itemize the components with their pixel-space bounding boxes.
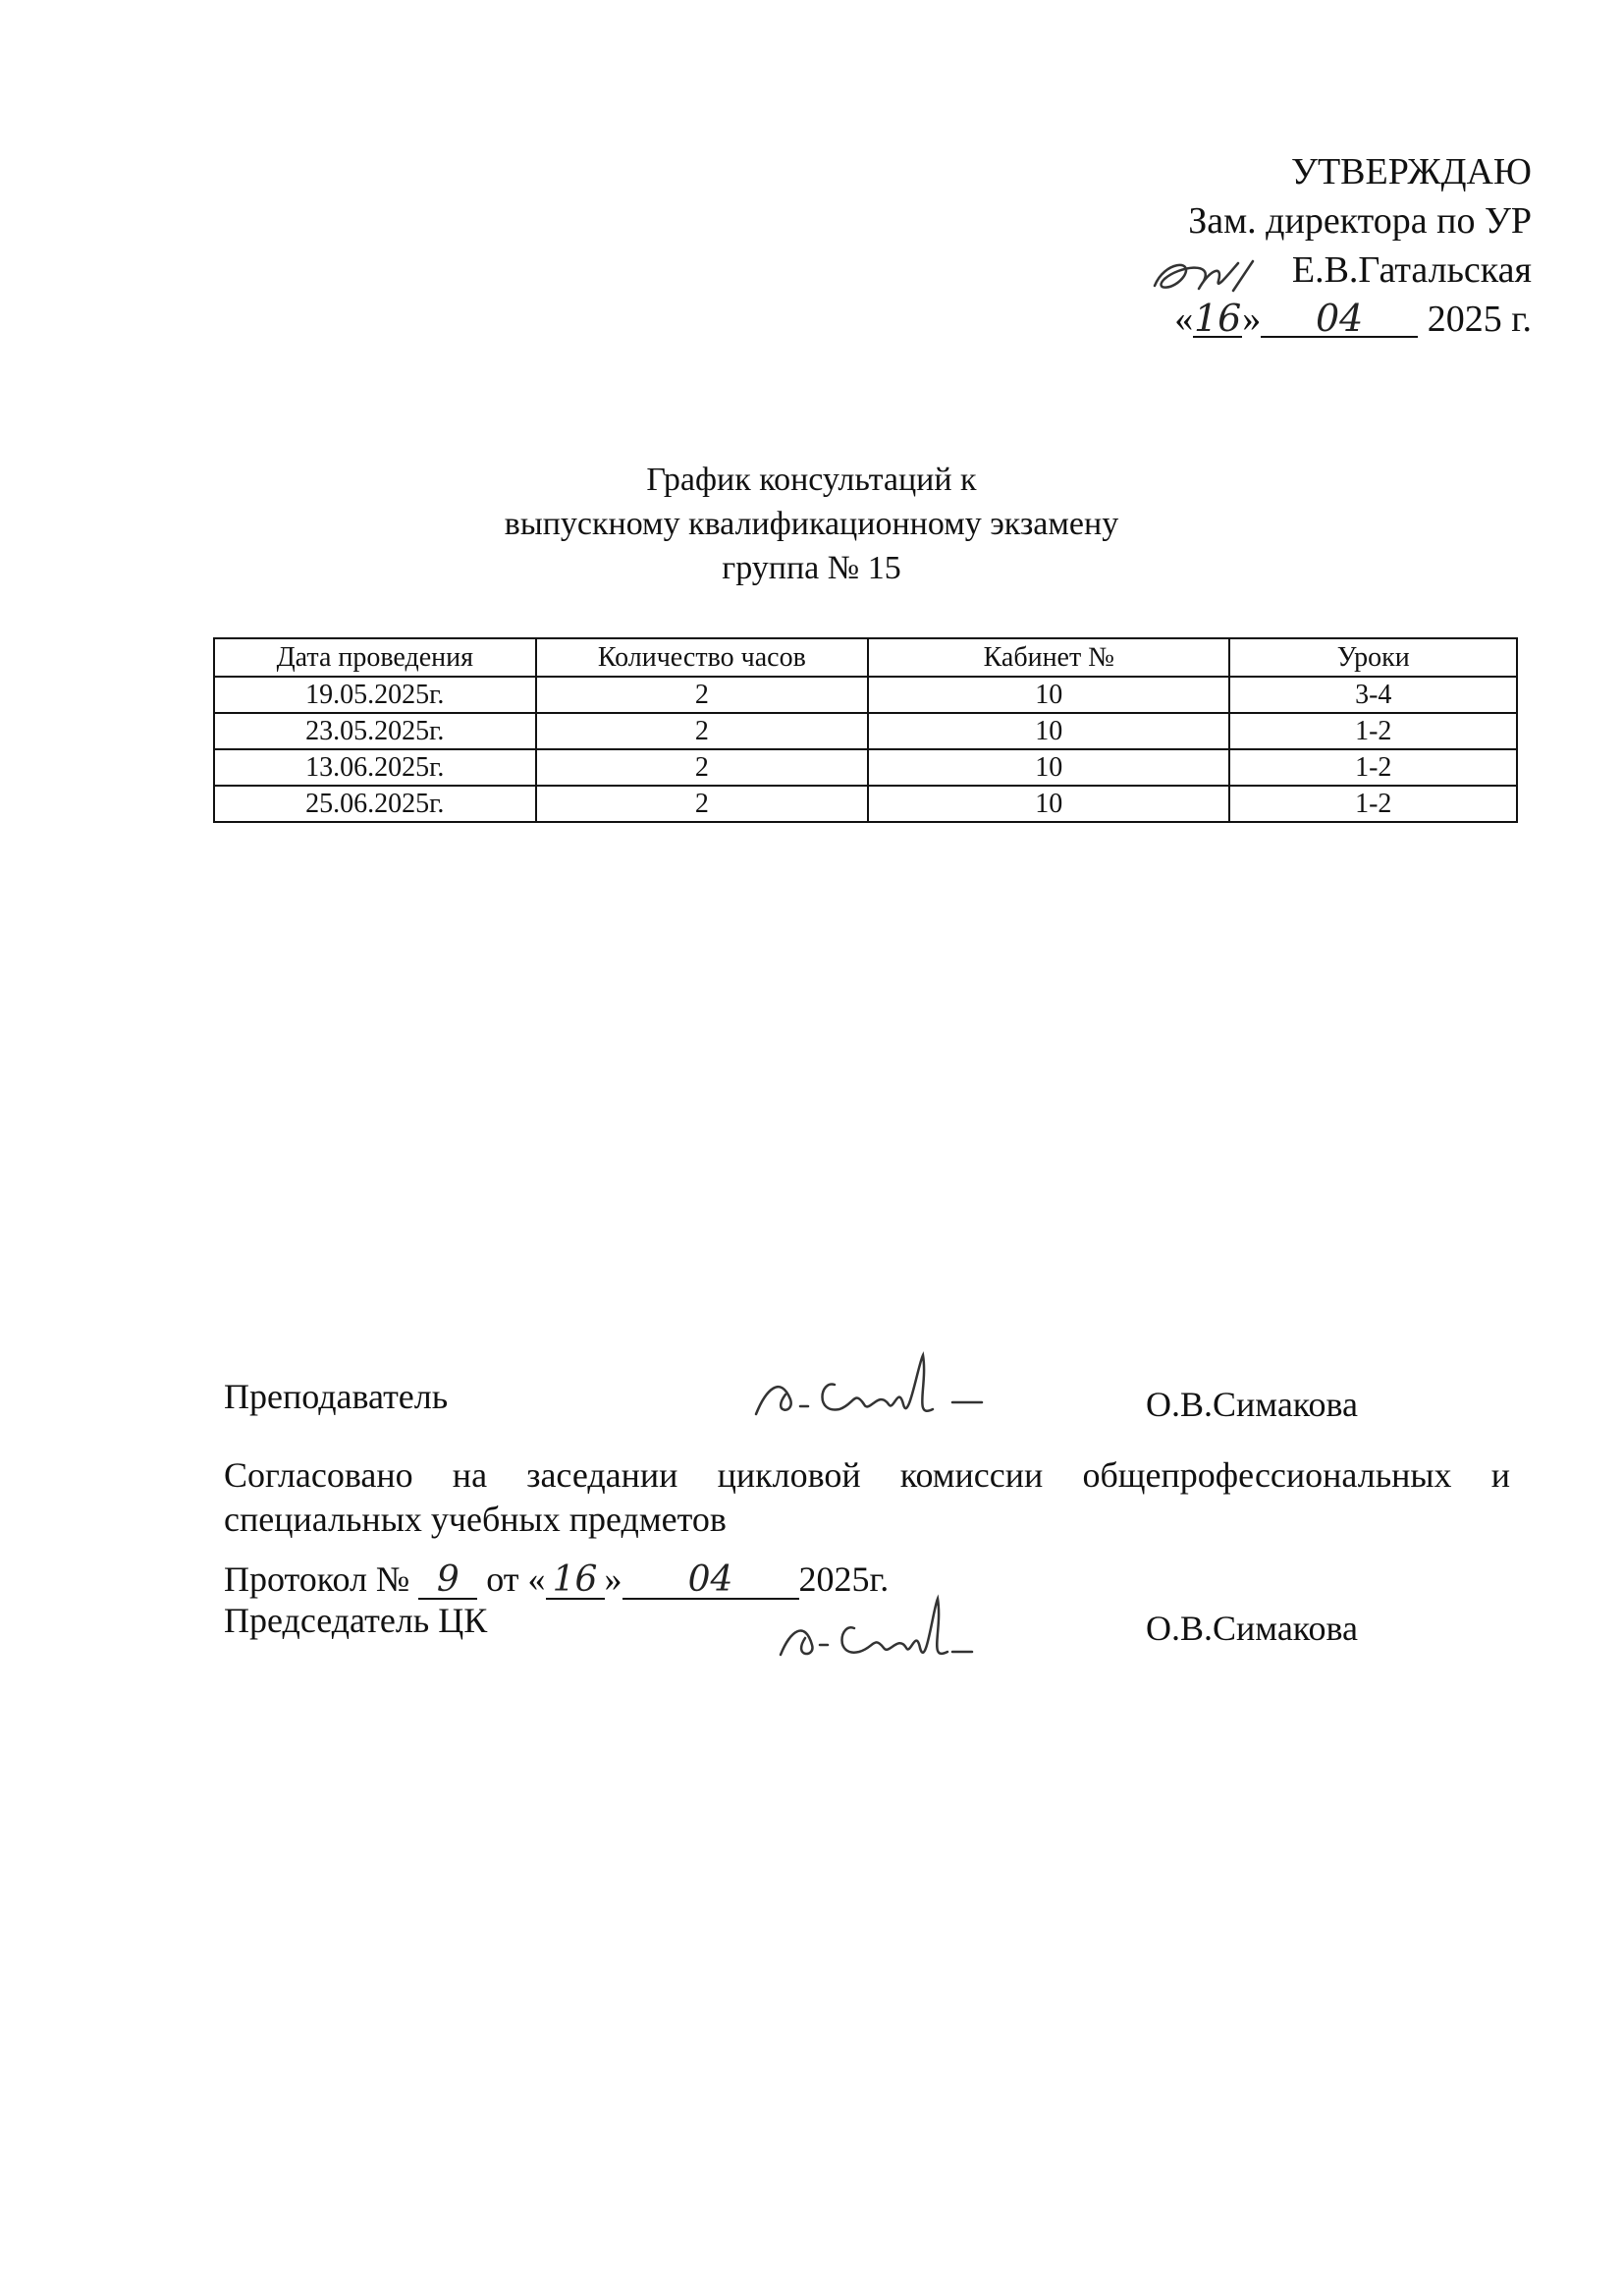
cell-lessons: 1-2 [1229, 786, 1517, 822]
approval-date [1174, 295, 1532, 344]
cell-room: 10 [868, 749, 1229, 786]
approval-month: 04 [1261, 301, 1418, 338]
approval-signature-line [943, 246, 1532, 295]
protocol-day: 16 [546, 1562, 605, 1600]
table-row [214, 749, 1517, 786]
protocol-year: 2025г. [798, 1559, 890, 1599]
cell-lessons: 1-2 [1229, 749, 1517, 786]
teacher-name: О.В.Симакова [1146, 1385, 1358, 1424]
header-room: Кабинет № [868, 638, 1229, 677]
protocol-month: 04 [622, 1562, 799, 1600]
approver-name: Е.В.Гатальская [1291, 249, 1532, 291]
approval-position: Зам. директора по УР [1188, 200, 1532, 242]
cell-date: 19.05.2025г. [214, 677, 536, 713]
table-row [214, 713, 1517, 749]
cell-lessons: 3-4 [1229, 677, 1517, 713]
cell-hours: 2 [536, 677, 869, 713]
approver-signature [1145, 251, 1282, 295]
cell-date: 23.05.2025г. [214, 713, 536, 749]
agreement-text: Согласовано на заседании цикловой комиссии общепрофессиональных и специальных учебных предметов [224, 1455, 1510, 1539]
approval-year: 2025 г. [1427, 299, 1532, 341]
chair-signature [771, 1591, 987, 1679]
teacher-label: Преподаватель [224, 1377, 449, 1416]
protocol-label: Протокол № [224, 1559, 410, 1599]
approval-day: 16 [1194, 297, 1242, 341]
cell-room: 10 [868, 786, 1229, 822]
cell-date: 25.06.2025г. [214, 786, 536, 822]
cell-hours: 2 [536, 713, 869, 749]
protocol-close-quote: » [604, 1559, 622, 1599]
title-line-2: выпускному квалификационному экзамену [504, 506, 1119, 542]
table-row [214, 677, 1517, 713]
cell-date: 13.06.2025г. [214, 749, 536, 786]
approval-block [943, 147, 1532, 344]
cell-lessons: 1-2 [1229, 713, 1517, 749]
approval-heading: УТВЕРЖДАЮ [1291, 151, 1532, 192]
header-lessons: Уроки [1229, 638, 1517, 677]
approval-close-quote: » [1242, 299, 1262, 341]
table-header-row [214, 638, 1517, 677]
header-date: Дата проведения [214, 638, 536, 677]
chair-label: Председатель ЦК [224, 1601, 488, 1640]
document-title [0, 458, 1623, 590]
schedule-table [213, 637, 1518, 823]
protocol-from-label: от « [486, 1559, 546, 1599]
table-row [214, 786, 1517, 822]
chair-name: О.В.Симакова [1146, 1609, 1358, 1648]
cell-room: 10 [868, 677, 1229, 713]
protocol-number: 9 [418, 1562, 477, 1600]
cell-hours: 2 [536, 749, 869, 786]
header-hours: Количество часов [536, 638, 869, 677]
title-line-1: График консультаций к [646, 462, 977, 498]
cell-room: 10 [868, 713, 1229, 749]
title-line-3: группа № 15 [722, 550, 901, 586]
teacher-signature [741, 1345, 1026, 1434]
approval-open-quote: « [1174, 299, 1194, 341]
cell-hours: 2 [536, 786, 869, 822]
